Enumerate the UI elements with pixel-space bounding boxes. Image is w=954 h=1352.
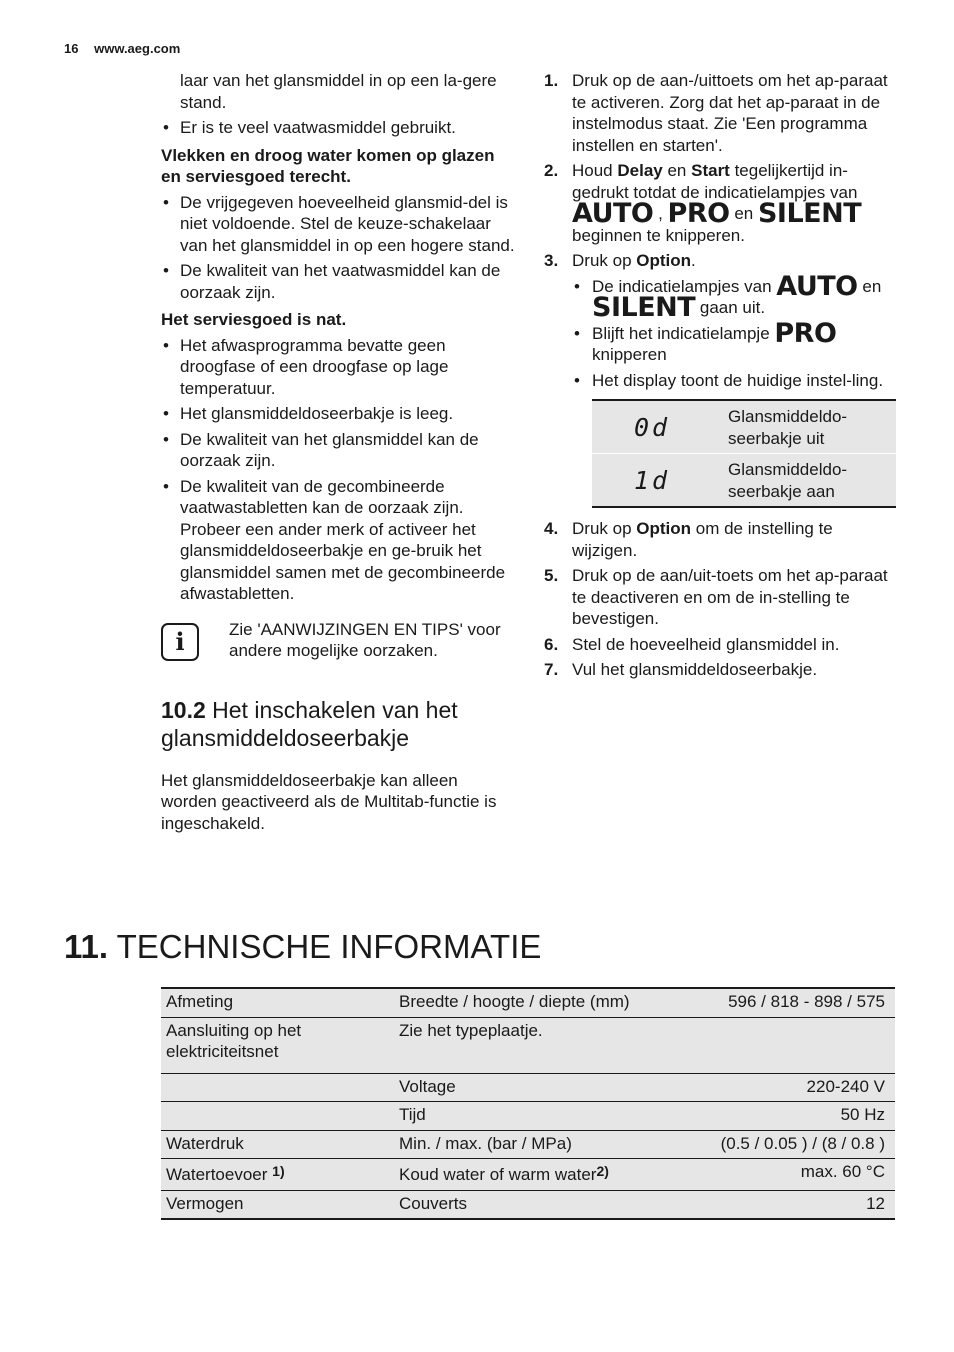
step-text: .: [691, 251, 696, 270]
silent-indicator-icon: SILENT: [592, 292, 696, 323]
table-row: [161, 1130, 895, 1159]
tech-label: [161, 1073, 394, 1102]
tech-label: Aansluiting op het elektriciteitsnet: [161, 1017, 394, 1073]
chapter-number: 11.: [64, 928, 109, 965]
display-code: 0d: [592, 400, 728, 454]
step-1: [544, 70, 896, 156]
tech-value: 50 Hz: [669, 1102, 895, 1131]
problem-heading: Vlekken en droog water komen op glazen en serviesgoed terecht.: [161, 145, 495, 186]
continued-text: laar van het glansmiddel in op een la-gere stand.: [180, 71, 497, 112]
step-number: 7.: [544, 660, 559, 679]
step-number: 4.: [544, 519, 559, 538]
tech-label: Vermogen: [161, 1190, 394, 1219]
site-url[interactable]: www.aeg.com: [94, 41, 181, 56]
section-number: 10.2: [161, 696, 206, 723]
step-number: 2.: [544, 161, 559, 180]
sub-text: gaan uit.: [695, 298, 766, 317]
sub-bullet: • Het display toont de huidige instel-ling.: [544, 370, 896, 392]
page-header: [64, 38, 180, 60]
sub-bullet: [544, 317, 896, 366]
option-key: Option: [636, 519, 692, 538]
footnote-marker: 1): [272, 1163, 285, 1179]
sub-text: knipperen: [592, 345, 667, 364]
tech-value: max. 60 °C: [669, 1159, 895, 1191]
bullet-item: • Het glansmiddeldoseerbakje is leeg.: [161, 403, 516, 425]
sub-text: Blijft het indicatielampje: [592, 323, 775, 343]
sub-bullet: [544, 270, 896, 323]
step-number: 5.: [544, 566, 559, 585]
step-text: ,: [653, 204, 668, 223]
bullet-item: • Er is te veel vaatwasmiddel gebruikt.: [161, 117, 516, 139]
step-text: tegelijkertijd in-gedrukt totdat de indicatielampjes van: [572, 161, 858, 202]
section-title: Het inschakelen van het glansmiddeldoseerbakje: [161, 696, 458, 751]
option-table: [592, 399, 896, 508]
step-text: en: [729, 204, 758, 223]
tech-label: [161, 1159, 394, 1191]
step-text: Vul het glansmiddeldoseerbakje.: [572, 660, 818, 679]
start-key: Start: [691, 161, 730, 180]
step-text: Druk op: [572, 519, 637, 538]
tech-value: 596 / 818 - 898 / 575: [669, 988, 895, 1017]
table-row: [161, 988, 895, 1017]
bullet-item: • De kwaliteit van de gecombineerde vaatwastabletten kan de oorzaak zijn. Probeer een ander merk of activeer het glansmiddeldoseerbakje en ge-bruik het glansmiddel samen met de gecombineerde afwastabletten.: [161, 476, 516, 605]
step-text: Stel de hoeveelheid glansmiddel in.: [572, 634, 840, 654]
step-5: [544, 565, 896, 630]
tech-param-text: Koud water of warm water: [399, 1165, 597, 1184]
step-3: [544, 250, 896, 272]
step-text: en: [662, 161, 692, 180]
step-text: Druk op: [572, 251, 637, 270]
tech-label: Waterdruk: [161, 1130, 394, 1159]
info-note: [161, 619, 516, 662]
step-text: beginnen te knipperen.: [572, 225, 745, 245]
problem-heading: Het serviesgoed is nat.: [161, 310, 347, 329]
display-code: 1d: [592, 454, 728, 508]
bullet-item: • De vrijgegeven hoeveelheid glansmid-del is niet voldoende. Stel de keuze-schakelaar van het glansmiddel in op een hogere stand.: [161, 192, 516, 257]
auto-indicator-icon: AUTO: [572, 198, 654, 229]
tech-param: Voltage: [394, 1073, 669, 1102]
section-heading: [161, 696, 516, 752]
step-7: [544, 659, 896, 681]
technical-table: [161, 987, 895, 1220]
chapter-heading: [64, 927, 541, 967]
step-text: Druk op de aan/uit-toets om het ap-paraat te deactiveren en om de in-stelling te bevestigen.: [572, 566, 888, 628]
step-text: Druk op de aan-/uittoets om het ap-paraat te activeren. Zorg dat het ap-paraat in de instelmodus staat. Zie 'Een programma instellen en starten'.: [572, 71, 888, 155]
table-row: [161, 1190, 895, 1219]
table-row: [161, 1073, 895, 1102]
tech-value: 220-240 V: [669, 1073, 895, 1102]
tech-value: (0.5 / 0.05 ) / (8 / 0.8 ): [669, 1130, 895, 1159]
chapter-title: TECHNISCHE INFORMATIE: [116, 928, 542, 965]
pro-indicator-icon: PRO: [667, 198, 730, 229]
bullet-item: • Het afwasprogramma bevatte geen droogfase of een droogfase op lage temperatuur.: [161, 335, 516, 400]
auto-indicator-icon: AUTO: [776, 270, 858, 302]
bullet-item: • De kwaliteit van het glansmiddel kan de oorzaak zijn.: [161, 429, 516, 472]
display-meaning: Glansmiddeldo-seerbakje aan: [728, 454, 896, 508]
delay-key: Delay: [617, 161, 663, 180]
tech-value: 12: [669, 1190, 895, 1219]
right-column: [544, 70, 896, 685]
step-number: 3.: [544, 251, 559, 270]
tech-param: Couverts: [394, 1190, 669, 1219]
sub-text: en: [857, 276, 882, 296]
table-row: [161, 1102, 895, 1131]
tech-param: Breedte / hoogte / diepte (mm): [394, 988, 669, 1017]
step-4: [544, 518, 896, 561]
footnote-marker: 2): [596, 1163, 609, 1179]
tech-value: [669, 1017, 895, 1073]
table-row: [161, 1017, 895, 1073]
bullet-item: • De kwaliteit van het vaatwasmiddel kan de oorzaak zijn.: [161, 260, 516, 303]
note-text: Zie 'AANWIJZINGEN EN TIPS' voor andere mogelijke oorzaken.: [229, 619, 501, 660]
table-row: [161, 1159, 895, 1191]
silent-indicator-icon: SILENT: [757, 198, 862, 229]
section-text: Het glansmiddeldoseerbakje kan alleen worden geactiveerd als de Multitab-functie is ingeschakeld.: [161, 770, 497, 833]
table-row: [592, 400, 896, 454]
table-row: [592, 454, 896, 508]
page-number: 16: [64, 41, 79, 56]
left-column: [161, 70, 516, 834]
tech-label: [161, 1102, 394, 1131]
pro-indicator-icon: PRO: [774, 317, 837, 349]
info-icon: i: [161, 623, 199, 661]
tech-param: [394, 1159, 669, 1191]
tech-param: Zie het typeplaatje.: [394, 1017, 669, 1073]
display-meaning: Glansmiddeldo-seerbakje uit: [728, 400, 896, 454]
step-number: 1.: [544, 71, 559, 90]
tech-param: Tijd: [394, 1102, 669, 1131]
sub-text: De indicatielampjes van: [592, 276, 777, 296]
step-6: [544, 634, 896, 656]
tech-param: Min. / max. (bar / MPa): [394, 1130, 669, 1159]
tech-label-text: Watertoevoer: [166, 1165, 268, 1184]
step-number: 6.: [544, 634, 559, 654]
option-key: Option: [636, 251, 692, 270]
step-2: [544, 160, 896, 246]
step-text: om de instelling te wijzigen.: [572, 519, 833, 560]
tech-label: Afmeting: [161, 988, 394, 1017]
step-text: Houd: [572, 161, 618, 180]
